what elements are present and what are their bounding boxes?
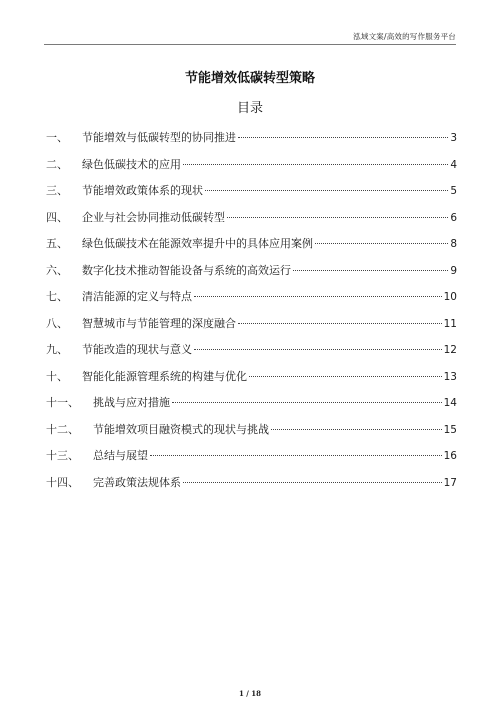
toc-entry-title: 挑战与应对措施 [93,396,170,409]
toc-entry-page: 9 [450,264,457,277]
toc-dot-leader [150,455,442,456]
toc-entry-13[interactable] [46,443,457,470]
header-divider [44,44,456,45]
toc-entry-number: 十、 [46,369,68,383]
toc-entry-1[interactable] [46,125,457,152]
toc-entry-number: 十三、 [46,449,79,462]
toc-entry-title: 企业与社会协同推动低碳转型 [82,210,225,224]
toc-entry-title: 清洁能源的定义与特点 [82,290,192,303]
toc-entry-page: 8 [450,238,457,250]
toc-entry-4[interactable] [46,205,457,232]
toc-dot-leader [172,402,442,403]
toc-entry-page: 15 [443,423,457,436]
toc-entry-14[interactable] [46,470,457,497]
toc-entry-page: 3 [450,132,457,144]
toc-entry-number: 一、 [46,131,68,144]
toc-entry-number: 三、 [46,184,68,197]
toc-entry-page: 12 [443,344,457,356]
toc-entry-2[interactable] [46,152,457,179]
toc-dot-leader [183,482,442,483]
toc-entry-9[interactable] [46,337,457,364]
toc-entry-number: 七、 [46,290,68,303]
toc-entry-page: 14 [443,397,457,409]
toc-entry-7[interactable] [46,284,457,311]
toc-entry-page: 11 [443,317,457,330]
page-number-indicator: 1 / 18 [238,689,262,698]
toc-dot-leader [227,217,448,218]
toc-entry-3[interactable] [46,178,457,205]
toc-entry-page: 16 [443,450,457,462]
toc-entry-number: 十二、 [46,422,79,436]
toc-entry-page: 6 [450,211,457,224]
toc-entry-title: 完善政策法规体系 [93,475,181,489]
toc-dot-leader [205,190,448,191]
toc-dot-leader [194,296,442,297]
toc-dot-leader [194,349,442,350]
toc-entry-5[interactable] [46,231,457,258]
toc-dot-leader [315,243,448,244]
toc-entry-12[interactable] [46,417,457,444]
toc-dot-leader [238,323,442,324]
toc-entry-title: 数字化技术推动智能设备与系统的高效运行 [82,263,291,277]
document-title: 节能增效低碳转型策略 [184,71,315,86]
toc-entry-title: 总结与展望 [93,449,148,462]
toc-dot-leader [183,164,448,165]
toc-heading: 目录 [236,101,263,116]
toc-dot-leader [238,137,448,138]
toc-entry-number: 九、 [46,343,68,356]
toc-entry-title: 智能化能源管理系统的构建与优化 [82,369,247,383]
toc-entry-page: 17 [443,476,457,489]
toc-dot-leader [249,376,442,377]
toc-entry-11[interactable] [46,390,457,417]
toc-entry-number: 十一、 [46,396,79,409]
page-header: 泓域文案/高效的写作服务平台 [353,32,456,41]
toc-entry-title: 节能增效政策体系的现状 [82,184,203,197]
toc-entry-title: 智慧城市与节能管理的深度融合 [82,316,236,330]
toc-dot-leader [293,270,448,271]
toc-entry-10[interactable] [46,364,457,391]
toc-entry-page: 13 [443,370,457,383]
toc-entry-page: 5 [450,185,457,197]
toc-entry-title: 节能改造的现状与意义 [82,343,192,356]
toc-dot-leader [271,429,442,430]
toc-entry-page: 4 [450,158,457,171]
table-of-contents [46,125,457,496]
toc-entry-8[interactable] [46,311,457,338]
toc-entry-6[interactable] [46,258,457,285]
toc-entry-number: 四、 [46,210,68,224]
toc-entry-page: 10 [443,291,457,303]
toc-entry-number: 六、 [46,263,68,277]
toc-entry-title: 绿色低碳技术在能源效率提升中的具体应用案例 [82,237,313,250]
toc-entry-number: 八、 [46,316,68,330]
toc-entry-title: 节能增效与低碳转型的协同推进 [82,131,236,144]
toc-entry-number: 二、 [46,157,68,171]
toc-entry-number: 十四、 [46,475,79,489]
toc-entry-title: 绿色低碳技术的应用 [82,157,181,171]
toc-entry-number: 五、 [46,237,68,250]
toc-entry-title: 节能增效项目融资模式的现状与挑战 [93,422,269,436]
